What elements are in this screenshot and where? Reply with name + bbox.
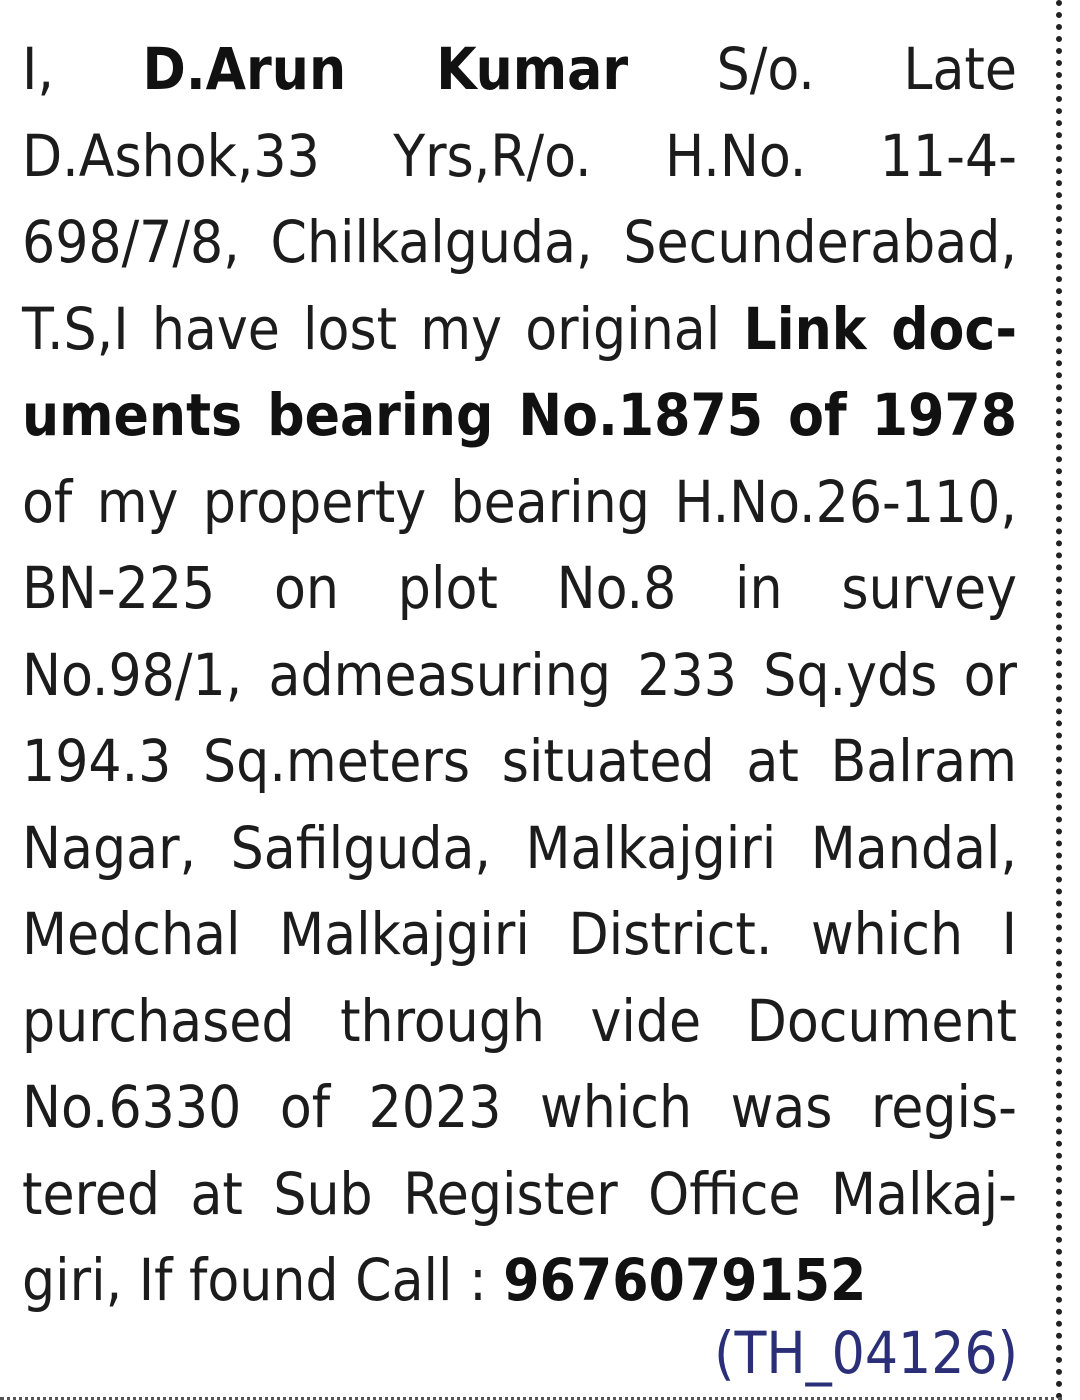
notice-line-1 [22, 26, 1017, 113]
notice-line-1-suffix: S/o. Late [716, 35, 1017, 103]
notice-line-4 [22, 286, 1017, 373]
notice-line-15-text: giri, If found Call : [22, 1246, 487, 1314]
notice-line-7: BN-225 on plot No.8 in survey [22, 554, 1017, 622]
notice-line-9: 194.3 Sq.meters situated at Balram [22, 727, 1017, 795]
link-documents-label: Link doc- [743, 294, 1017, 363]
notice-line-15 [22, 1237, 1017, 1324]
notice-line-13: No.6330 of 2023 which was regis- [22, 1073, 1017, 1141]
person-name: D.Arun Kumar [142, 35, 629, 103]
notice-line-1-prefix: I, [22, 35, 54, 103]
notice-line-14: tered at Sub Register Office Malkaj- [22, 1159, 1017, 1228]
notice-line-11: Medchal Malkajgiri District. which I [22, 900, 1017, 968]
notice-line-5: uments bearing No.1875 of 1978 [22, 381, 1017, 449]
notice-line-12: purchased through vide Document [22, 986, 1017, 1055]
notice-line-4-text: T.S,I have lost my original [22, 294, 721, 363]
notice-line-8: No.98/1, admeasuring 233 Sq.yds or [22, 640, 1017, 709]
notice-line-6: of my property bearing H.No.26-110, [22, 467, 1017, 536]
notice-line-10: Nagar, Safilguda, Malkajgiri Mandal, [22, 813, 1017, 882]
reference-code: (TH_04126) [714, 1319, 1018, 1387]
contact-phone-number: 9676079152 [503, 1246, 867, 1314]
notice-line-3: 698/7/8, Chilkalguda, Secunderabad, [22, 208, 1017, 276]
lost-document-notice [22, 26, 1017, 1324]
right-dotted-border [1056, 0, 1062, 1400]
notice-line-2: D.Ashok,33 Yrs,R/o. H.No. 11-4- [22, 121, 1017, 190]
